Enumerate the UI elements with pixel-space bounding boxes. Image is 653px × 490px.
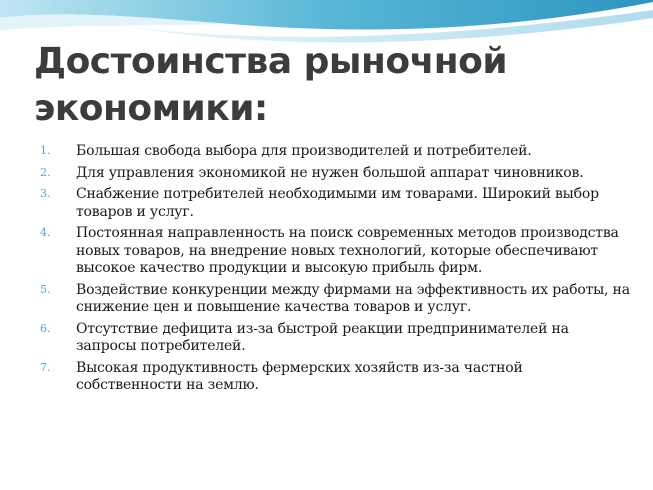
list-item-text: Воздействие конкуренции между фирмами на эффективность их работы, на снижение цен и повышение качества товаров и услуг. <box>76 281 630 315</box>
list-item <box>40 321 630 356</box>
list-item <box>40 282 630 317</box>
list-item <box>40 225 630 278</box>
list-item <box>40 143 630 161</box>
list-item-number: 5. <box>40 282 51 296</box>
list-item-number: 3. <box>40 187 51 200</box>
list-item-number: 2. <box>40 165 51 179</box>
list-item <box>40 165 630 183</box>
list-item-number: 7. <box>40 360 51 374</box>
list-item <box>40 360 630 395</box>
list-item-number: 1. <box>40 144 51 157</box>
list-item-number: 4. <box>40 226 51 239</box>
list-item-text: Постоянная направленность на поиск современных методов производства новых товаров, на внедрение новых технологий, которые обеспечивают высокое качество продукции и высокую прибыль фирм. <box>76 225 619 276</box>
slide-title: Достоинства рыночной экономики: <box>34 41 508 129</box>
list-item-text: Высокая продуктивность фермерских хозяйств из-за частной собственности на землю. <box>76 359 523 393</box>
list-item-text: Снабжение потребителей необходимыми им товарами. Широкий выбор товаров и услуг. <box>76 186 599 220</box>
advantages-list <box>40 143 630 399</box>
list-item <box>40 186 630 221</box>
list-item-text: Для управления экономикой не нужен большой аппарат чиновников. <box>76 164 584 181</box>
list-item-number: 6. <box>40 321 51 335</box>
list-item-text: Отсутствие дефицита из-за быстрой реакции предпринимателей на запросы потребителей. <box>76 320 569 354</box>
list-item-text: Большая свобода выбора для производителей и потребителей. <box>76 143 532 159</box>
